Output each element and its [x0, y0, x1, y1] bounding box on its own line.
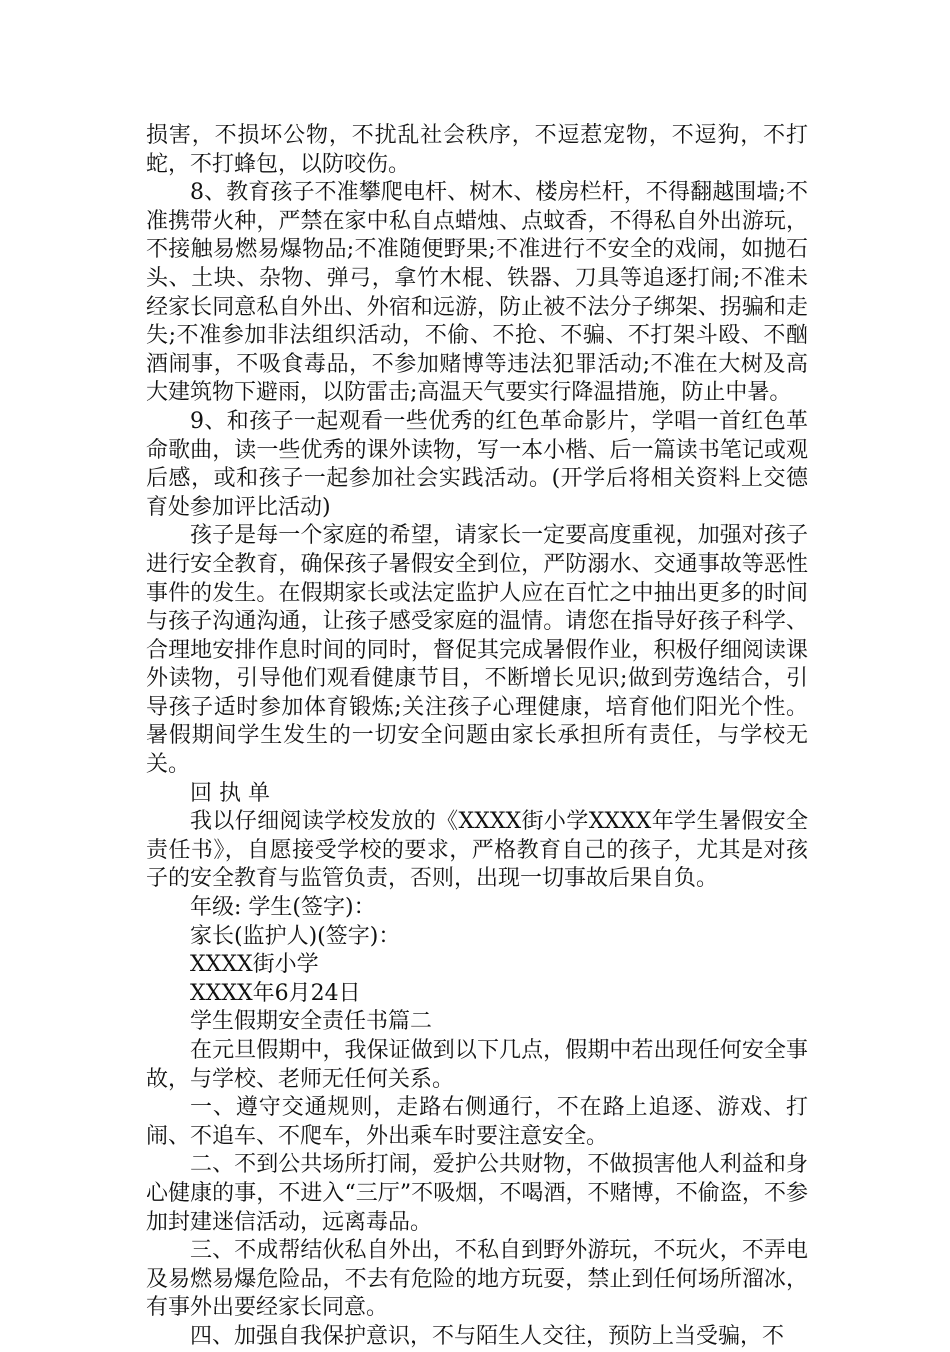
parent-signature-line: 家长(监护人)(签字)： — [190, 923, 401, 949]
receipt-text: 我以仔细阅读学校发放的《XXXX街小学XXXX年学生暑假安全责任书》，自愿接受学校的要求，严格教育自己的孩子，尤其是对孩子的安全教育与监管负责，否则，出现一切事故后果自负。 — [146, 809, 808, 892]
date-line: XXXX年6月24日 — [190, 980, 361, 1006]
section2-item-4: 四、加强自我保护意识，不与陌生人交往，预防上当受骗，不 — [190, 1323, 785, 1349]
paragraph-parent-notice: 孩子是每一个家庭的希望，请家长一定要高度重视，加强对孩子进行安全教育，确保孩子暑假安全到位，严防溺水、交通事故等恶性事件的发生。在假期家长或法定监护人应在百忙之中抽出更多的时间与孩子沟通沟通，让孩子感受家庭的温情。请您在指导好孩子科学、合理地安排作息时间的同时，督促其完成暑假作业，积极仔细阅读课外读物，引导他们观看健康节目，不断增长见识;做到劳逸结合，引导孩子适时参加体育锻炼;关注孩子心理健康，培育他们阳光个性。暑假期间学生发生的一切安全问题由家长承担所有责任，与学校无关。 — [146, 523, 808, 778]
paragraph-continuation: 损害，不损坏公物，不扰乱社会秩序，不逗惹宠物，不逗狗，不打蛇，不打蜂包，以防咬伤。 — [146, 123, 808, 177]
receipt-title: 回 执 单 — [190, 780, 270, 806]
section2-item-3: 三、不成帮结伙私自外出，不私自到野外游玩，不玩火，不弄电及易燃易爆危险品，不去有危险的地方玩耍，禁止到任何场所溜冰，有事外出要经家长同意。 — [146, 1238, 808, 1321]
section2-title: 学生假期安全责任书篇二 — [190, 1009, 433, 1035]
paragraph-item-8: 8、教育孩子不准攀爬电杆、树木、楼房栏杆，不得翻越围墙;不准携带火种，严禁在家中私自点蜡烛、点蚊香，不得私自外出游玩，不接触易燃易爆物品;不准随便野果;不准进行不安全的戏闹，如抛石头、土块、杂物、弹弓，拿竹木棍、铁器、刀具等追逐打闹;不准未经家长同意私自外出、外宿和远游，防止被不法分子绑架、拐骗和走失;不准参加非法组织活动，不偷、不抢、不骗、不打架斗殴、不酗酒闹事，不吸食毒品，不参加赌博等违法犯罪活动;不准在大树及高大建筑物下避雨，以防雷击;高温天气要实行降温措施，防止中暑。 — [146, 180, 808, 406]
school-name-line: XXXX街小学 — [190, 952, 319, 978]
section2-item-1: 一、遵守交通规则，走路右侧通行，不在路上追逐、游戏、打闹、不追车、不爬车，外出乘车时要注意安全。 — [146, 1095, 808, 1149]
grade-signature-line: 年级: 学生(签字)： — [190, 895, 376, 921]
document-body — [146, 122, 808, 1352]
paragraph-item-9: 9、和孩子一起观看一些优秀的红色革命影片，学唱一首红色革命歌曲，读一些优秀的课外读物，写一本小楷、后一篇读书笔记或观后感，或和孩子一起参加社会实践活动。(开学后将相关资料上交德育处参加评比活动) — [146, 408, 808, 520]
section2-item-2: 二、不到公共场所打闹，爱护公共财物，不做损害他人利益和身心健康的事，不进入“三厅”不吸烟，不喝酒，不赌博，不偷盗，不参加封建迷信活动，远离毒品。 — [146, 1152, 808, 1235]
section2-intro: 在元旦假期中，我保证做到以下几点，假期中若出现任何安全事故，与学校、老师无任何关系。 — [146, 1038, 808, 1092]
